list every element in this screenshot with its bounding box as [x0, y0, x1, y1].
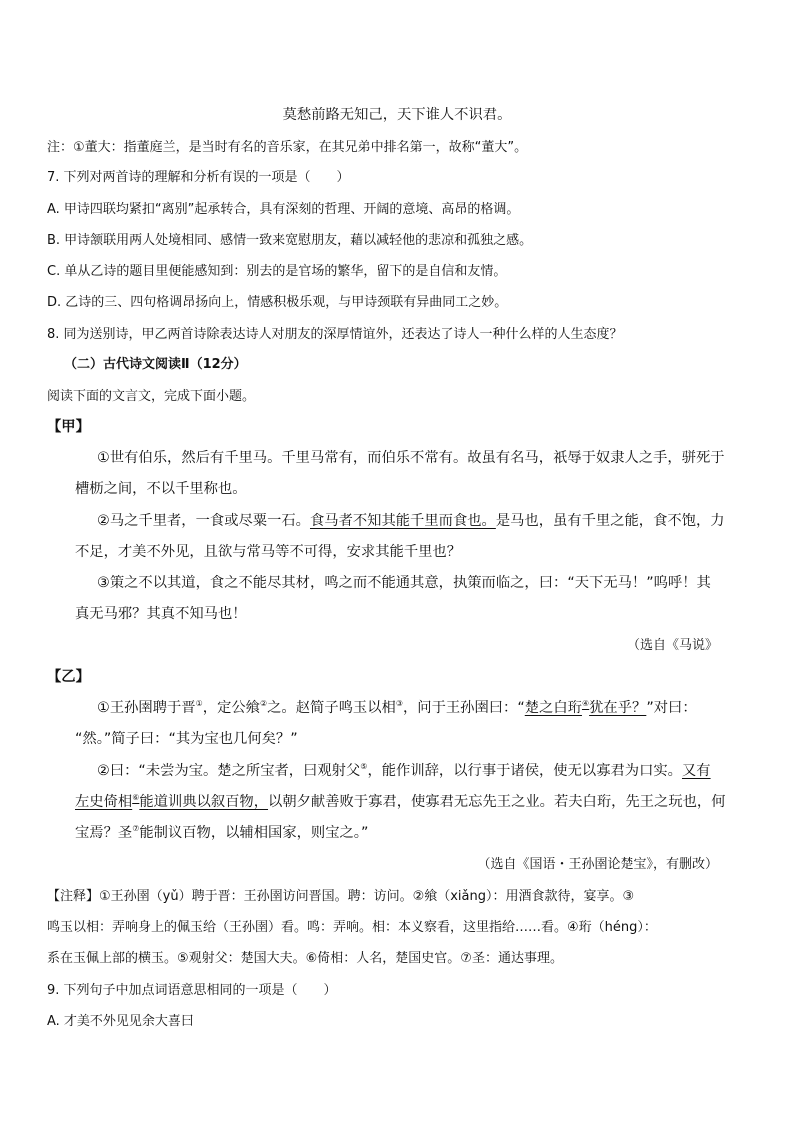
jia-text: 是马也，虽有千里之能，食不饱，力 [495, 513, 725, 529]
underlined-sentence: 楚之白珩 [524, 700, 582, 716]
underlined-sentence: 食马者不知其能千里而食也。 [309, 513, 496, 529]
q7-option-b: B. 甲诗颔联用两人处境相同、感情一致来宽慰朋友，藉以减轻他的悲凉和孤独之感。 [47, 233, 533, 248]
underlined-sentence: 犹在乎？ [589, 700, 647, 716]
jia-tag: 【甲】 [47, 419, 90, 435]
yi-text: ，能作训辞，以行事于诸侯，使无以寡君为口实。 [367, 763, 682, 779]
jia-paragraph-3: 真无马邪？其真不知马也！ [75, 606, 247, 622]
annotation-line: 鸣玉以相：弄响身上的佩玉给（王孙圉）看。鸣：弄响。相：本义察看，这里指给……看。④珩（héng）： [47, 920, 657, 935]
yi-text: ”对曰： [646, 700, 697, 716]
note-line: 注：①董大：指董庭兰，是当时有名的音乐家，在其兄弟中排名第一，故称“董大”。 [47, 140, 528, 155]
footnote-mark: ⑦ [132, 824, 140, 834]
q7-option-a: A. 甲诗四联均紧扣“离别”起承转合，具有深刻的哲理、开阔的意境、高昂的格调。 [47, 202, 520, 217]
poem-line: 莫愁前路无知己，天下谁人不识君。 [282, 107, 512, 123]
annotation-line: 【注释】①王孙圉（yǔ）聘于晋：王孙圉访问晋国。聘：访问。②飨（xiǎng）：用酒食款待，宴享。③ [47, 889, 635, 904]
jia-paragraph-3: ③策之不以其道，食之不能尽其材，鸣之而不能通其意，执策而临之，曰：“天下无马！”呜呼！其 [97, 575, 711, 591]
q9-option-a: A. 才美不外见见余大喜曰 [47, 1014, 194, 1029]
section-intro: 阅读下面的文言文，完成下面小题。 [47, 389, 256, 404]
footnote-mark: ③ [395, 699, 403, 709]
q7-option-c: C. 单从乙诗的题目里便能感知到：别去的是官场的繁华，留下的是自信和友情。 [47, 264, 507, 279]
yi-text: 宝焉？圣 [75, 825, 133, 841]
annotation-line: 系在玉佩上部的横玉。⑤观射父：楚国大夫。⑥倚相：人名，楚国史官。⑦圣：通达事理。 [47, 951, 563, 966]
q7-stem: 7. 下列对两首诗的理解和分析有误的一项是（ ） [47, 170, 350, 185]
footnote-mark: ⑥ [132, 793, 140, 803]
yi-text: ，问于王孙圉曰：“ [402, 700, 525, 716]
yi-paragraph-1 [97, 697, 697, 717]
yi-text: ②曰：“未尝为宝。楚之所宝者，曰观射父 [97, 763, 361, 779]
underlined-sentence: 左史倚相 [75, 794, 133, 810]
footnote-mark: ④ [581, 699, 590, 709]
q9-stem: 9. 下列句子中加点词语意思相同的一项是（ ） [47, 983, 337, 998]
footnote-mark: ① [195, 699, 203, 709]
jia-source: （选自《马说》 [626, 638, 718, 653]
jia-paragraph-1: ①世有伯乐，然后有千里马。千里马常有，而伯乐不常有。故虽有名马，祇辱于奴隶人之手，骈死于 [97, 450, 725, 466]
underlined-sentence: 能道训典以叙百物， [139, 794, 269, 810]
yi-paragraph-1: “然。”简子曰：“其为宝也几何矣？” [75, 731, 298, 747]
q8-stem: 8. 同为送别诗，甲乙两首诗除表达诗人对朋友的深厚情谊外，还表达了诗人一种什么样的人生态度？ [47, 327, 623, 342]
footnote-mark: ② [259, 699, 268, 709]
section-title: （二）古代诗文阅读Ⅱ（12分） [64, 357, 247, 372]
jia-paragraph-1: 槽枥之间，不以千里称也。 [75, 481, 247, 497]
yi-text: 能制议百物，以辅相国家，则宝之。” [139, 825, 369, 841]
yi-paragraph-2 [97, 760, 711, 780]
yi-text: ，定公飨 [202, 700, 260, 716]
jia-text: ②马之千里者，一食或尽粟一石。 [97, 513, 310, 529]
jia-paragraph-2: 不足，才美不外见，且欲与常马等不可得，安求其能千里也？ [75, 544, 462, 560]
yi-text: ①王孙圉聘于晋 [97, 700, 196, 716]
yi-paragraph-2 [75, 822, 368, 842]
yi-paragraph-2 [75, 791, 726, 811]
yi-text: 以朝夕献善败于寡君，使寡君无忘先王之业。若夫白珩，先王之玩也，何 [268, 794, 726, 810]
q7-option-d: D. 乙诗的三、四句格调昂扬向上，情感积极乐观，与甲诗颈联有异曲同工之妙。 [47, 295, 508, 310]
yi-source: （选自《国语・王孙圉论楚宝》，有删改） [477, 857, 718, 872]
underlined-sentence: 又有 [681, 763, 711, 779]
yi-tag: 【乙】 [47, 669, 90, 685]
yi-text: 之。赵简子鸣玉以相 [267, 700, 396, 716]
footnote-mark: ⑤ [360, 762, 368, 772]
jia-paragraph-2 [97, 510, 725, 530]
